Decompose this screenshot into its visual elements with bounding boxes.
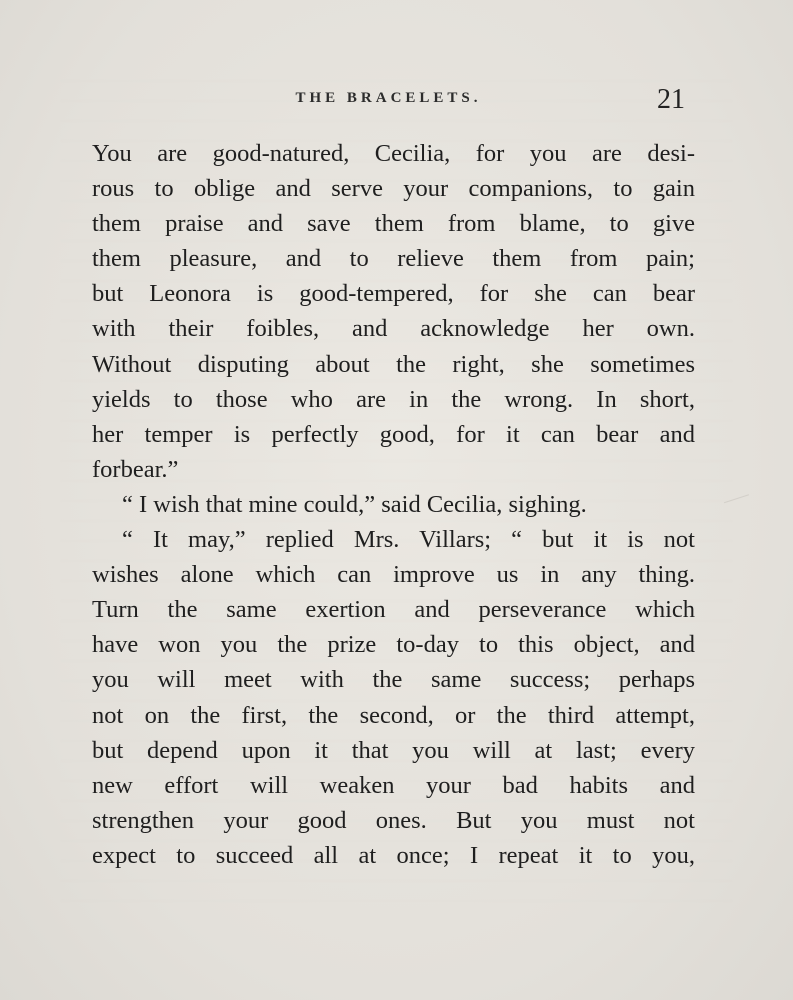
text-line: have won you the prize to-day to this object, and [92, 631, 695, 659]
text-line: but depend upon it that you will at last; every [92, 736, 695, 764]
text-line: expect to succeed all at once; I repeat it to you, [92, 841, 695, 869]
text-line-paragraph-end: forbear.” [92, 455, 179, 483]
page-blemish [724, 494, 752, 512]
text-line: them pleasure, and to relieve them from pain; [92, 245, 695, 273]
text-line: her temper is perfectly good, for it can bear and [92, 420, 695, 448]
running-header [92, 86, 685, 118]
text-line: not on the first, the second, or the third attempt, [92, 701, 695, 729]
text-line: strengthen your good ones. But you must not [92, 806, 695, 834]
text-line: you will meet with the same success; perhaps [92, 666, 695, 694]
text-line: wishes alone which can improve us in any thing. [92, 561, 695, 589]
text-line: with their foibles, and acknowledge her own. [92, 315, 695, 343]
page-number: 21 [657, 84, 685, 115]
running-title: THE BRACELETS. [295, 90, 482, 106]
text-line: rous to oblige and serve your companions, to gain [92, 175, 695, 203]
body-text [92, 136, 695, 873]
text-line: Without disputing about the right, she sometimes [92, 350, 695, 378]
text-line-dialogue: “ It may,” replied Mrs. Villars; “ but it is not [122, 526, 695, 554]
text-line-dialogue: “ I wish that mine could,” said Cecilia, sighing. [122, 490, 587, 518]
text-line: yields to those who are in the wrong. In short, [92, 385, 695, 413]
text-line: Turn the same exertion and perseverance which [92, 596, 695, 624]
text-line: but Leonora is good-tempered, for she can bear [92, 280, 695, 308]
text-line: them praise and save them from blame, to give [92, 210, 695, 238]
text-line: new effort will weaken your bad habits and [92, 771, 695, 799]
text-line: You are good-natured, Cecilia, for you are desi- [92, 140, 695, 167]
